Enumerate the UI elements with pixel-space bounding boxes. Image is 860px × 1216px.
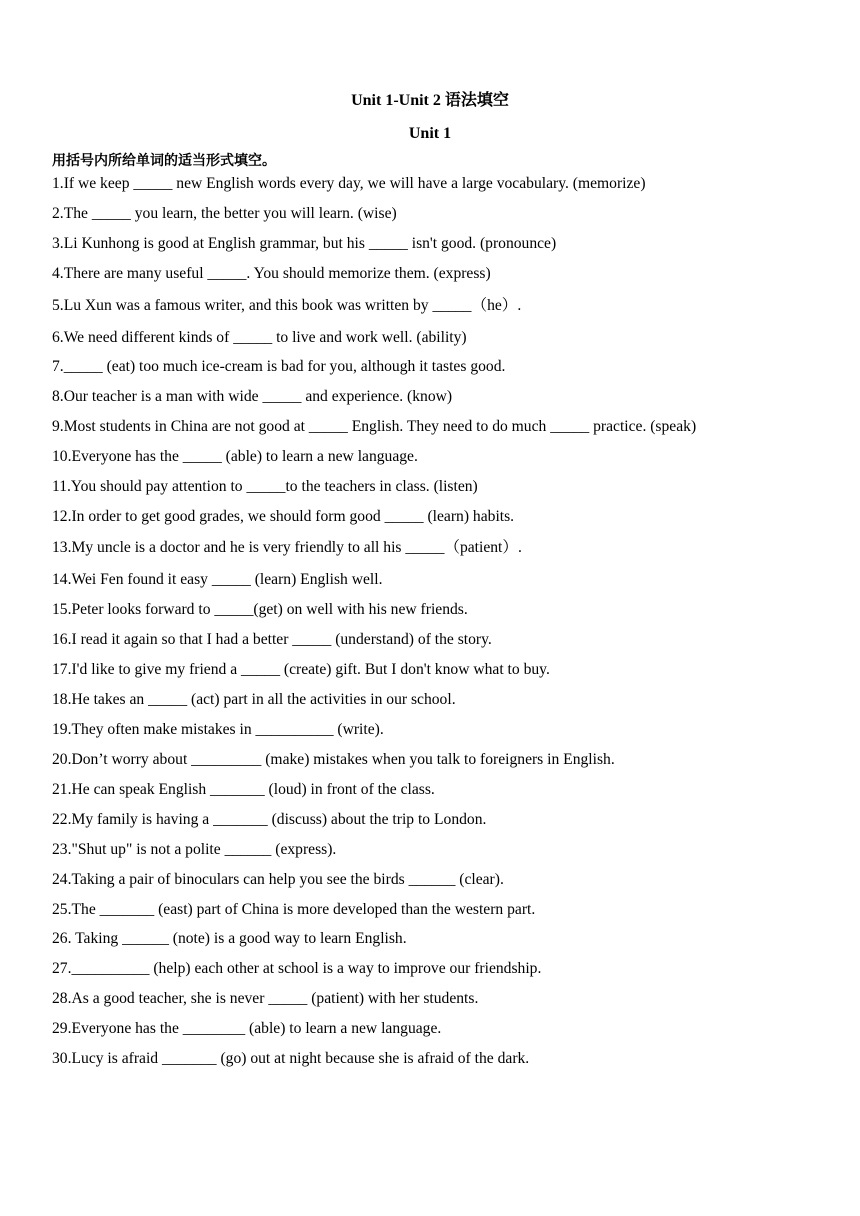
question-item: 18.He takes an _____ (act) part in all the activities in our school. [52, 691, 456, 708]
question-item: 23."Shut up" is not a polite ______ (express). [52, 841, 337, 858]
question-item: 22.My family is having a _______ (discuss) about the trip to London. [52, 811, 487, 828]
question-item: 14.Wei Fen found it easy _____ (learn) English well. [52, 571, 383, 588]
question-item: 20.Don’t worry about _________ (make) mistakes when you talk to foreigners in English. [52, 751, 615, 768]
question-item: 8.Our teacher is a man with wide _____ and experience. (know) [52, 388, 453, 405]
question-item: 24.Taking a pair of binoculars can help you see the birds ______ (clear). [52, 871, 504, 888]
question-item: 29.Everyone has the ________ (able) to learn a new language. [52, 1020, 442, 1037]
question-item: 26. Taking ______ (note) is a good way to learn English. [52, 930, 407, 947]
question-item: 1.If we keep _____ new English words every day, we will have a large vocabulary. (memorize) [52, 175, 646, 192]
question-item: 11.You should pay attention to _____to the teachers in class. (listen) [52, 478, 478, 495]
page-title: Unit 1-Unit 2 语法填空 [351, 92, 509, 109]
question-item: 9.Most students in China are not good at _____ English. They need to do much _____ practice. (speak) [52, 418, 697, 435]
question-item: 30.Lucy is afraid _______ (go) out at night because she is afraid of the dark. [52, 1050, 530, 1067]
instruction-text: 用括号内所给单词的适当形式填空。 [52, 153, 276, 169]
unit-heading: Unit 1 [408, 125, 452, 142]
question-item: 21.He can speak English _______ (loud) in front of the class. [52, 781, 435, 798]
question-item: 28.As a good teacher, she is never _____ (patient) with her students. [52, 990, 479, 1007]
question-item: 12.In order to get good grades, we should form good _____ (learn) habits. [52, 508, 515, 525]
question-item: 7._____ (eat) too much ice-cream is bad for you, although it tastes good. [52, 358, 506, 375]
question-item: 25.The _______ (east) part of China is more developed than the western part. [52, 901, 536, 918]
question-item: 3.Li Kunhong is good at English grammar, but his _____ isn't good. (pronounce) [52, 235, 557, 252]
question-item: 17.I'd like to give my friend a _____ (create) gift. But I don't know what to buy. [52, 661, 550, 678]
question-item: 10.Everyone has the _____ (able) to learn a new language. [52, 448, 418, 465]
question-item: 6.We need different kinds of _____ to live and work well. (ability) [52, 329, 467, 346]
question-item: 15.Peter looks forward to _____(get) on well with his new friends. [52, 601, 468, 618]
question-item: 13.My uncle is a doctor and he is very friendly to all his _____（patient）. [52, 539, 522, 556]
question-item: 19.They often make mistakes in __________ (write). [52, 721, 384, 738]
question-item: 4.There are many useful _____. You should memorize them. (express) [52, 265, 491, 282]
question-item: 27.__________ (help) each other at school is a way to improve our friendship. [52, 960, 542, 977]
question-item: 2.The _____ you learn, the better you will learn. (wise) [52, 205, 397, 222]
question-item: 16.I read it again so that I had a better _____ (understand) of the story. [52, 631, 492, 648]
question-item: 5.Lu Xun was a famous writer, and this book was written by _____（he）. [52, 297, 522, 314]
